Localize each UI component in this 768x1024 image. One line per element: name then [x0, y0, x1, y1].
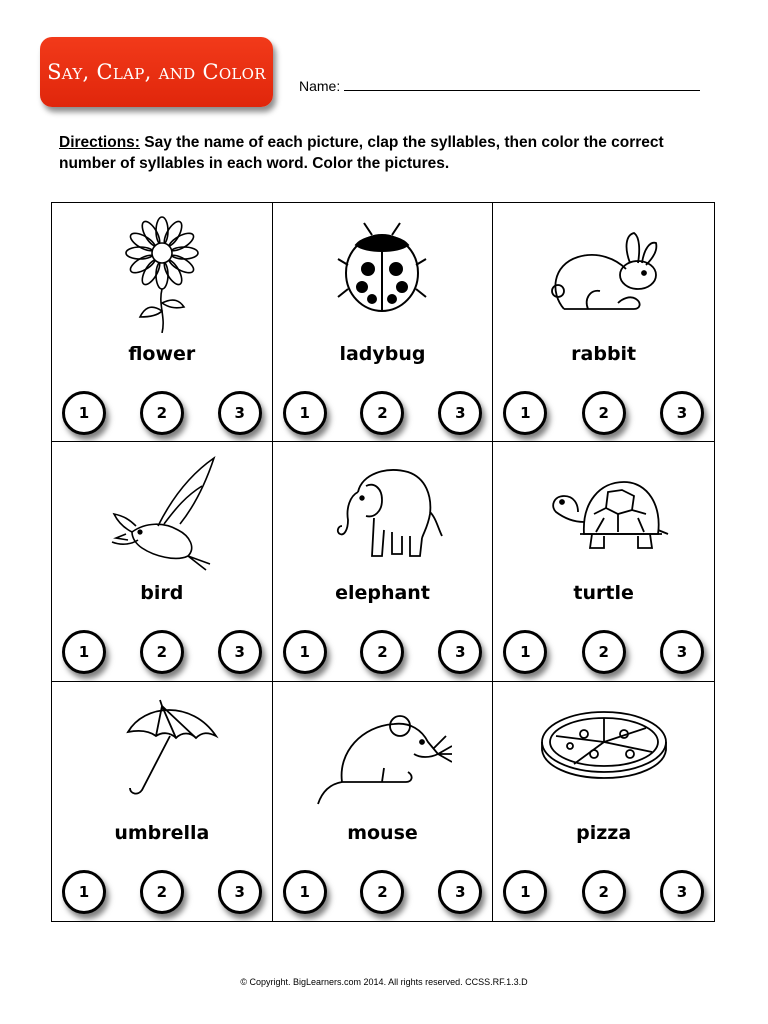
pizza-icon[interactable]	[534, 692, 674, 812]
card-word: bird	[140, 582, 184, 605]
card-elephant	[273, 442, 494, 681]
syllable-circle-3[interactable]: 3	[660, 630, 704, 674]
syllable-circle-2[interactable]: 2	[582, 870, 626, 914]
syllable-circle-3[interactable]: 3	[660, 870, 704, 914]
card-word: elephant	[335, 582, 430, 605]
syllable-choices	[62, 870, 262, 914]
syllable-circle-3[interactable]: 3	[218, 870, 262, 914]
syllable-circle-1[interactable]: 1	[283, 391, 327, 435]
syllable-choices	[62, 630, 262, 674]
card-ladybug	[273, 203, 494, 442]
syllable-circle-2[interactable]: 2	[140, 870, 184, 914]
elephant-icon[interactable]	[312, 452, 452, 572]
mouse-icon[interactable]	[312, 692, 452, 812]
card-word: ladybug	[339, 343, 426, 365]
syllable-choices	[503, 630, 704, 674]
card-word: mouse	[347, 821, 418, 844]
card-pizza	[493, 682, 714, 921]
card-rabbit	[493, 203, 714, 442]
card-word: flower	[128, 343, 196, 365]
syllable-circle-3[interactable]: 3	[438, 391, 482, 435]
syllable-circle-2[interactable]: 2	[582, 391, 626, 435]
syllable-circle-3[interactable]: 3	[438, 870, 482, 914]
ladybug-icon[interactable]	[312, 213, 452, 333]
syllable-circle-3[interactable]: 3	[218, 391, 262, 435]
syllable-choices	[503, 391, 704, 435]
syllable-circle-2[interactable]: 2	[360, 630, 404, 674]
syllable-choices	[503, 870, 704, 914]
syllable-circle-1[interactable]: 1	[283, 630, 327, 674]
syllable-circle-1[interactable]: 1	[503, 870, 547, 914]
card-bird	[52, 442, 273, 681]
syllable-circle-3[interactable]: 3	[438, 630, 482, 674]
syllable-choices	[283, 630, 483, 674]
title-badge	[40, 37, 273, 107]
bird-icon[interactable]	[92, 452, 232, 572]
syllable-choices	[283, 391, 483, 435]
card-word: umbrella	[114, 821, 210, 844]
name-field[interactable]	[299, 78, 700, 94]
card-umbrella	[52, 682, 273, 921]
syllable-choices	[283, 870, 483, 914]
syllable-circle-1[interactable]: 1	[283, 870, 327, 914]
turtle-icon[interactable]	[534, 452, 674, 572]
directions-text: Say the name of each picture, clap the syllables, then color the correct number of syllables in each word. Color the pictures.	[59, 134, 664, 172]
directions-label: Directions:	[59, 134, 140, 151]
rabbit-icon[interactable]	[534, 213, 674, 333]
umbrella-icon[interactable]	[92, 692, 232, 812]
worksheet-title: Say, Clap, and Color	[47, 60, 266, 84]
card-word: rabbit	[571, 343, 637, 365]
card-turtle	[493, 442, 714, 681]
syllable-circle-2[interactable]: 2	[140, 630, 184, 674]
syllable-circle-3[interactable]: 3	[218, 630, 262, 674]
syllable-circle-2[interactable]: 2	[360, 870, 404, 914]
syllable-circle-1[interactable]: 1	[62, 870, 106, 914]
name-blank-line[interactable]	[344, 78, 700, 91]
syllable-choices	[62, 391, 262, 435]
directions	[59, 132, 719, 174]
syllable-circle-1[interactable]: 1	[62, 630, 106, 674]
syllable-circle-1[interactable]: 1	[62, 391, 106, 435]
flower-icon[interactable]	[92, 213, 232, 333]
name-label: Name:	[299, 78, 341, 94]
picture-grid	[51, 202, 715, 922]
syllable-circle-1[interactable]: 1	[503, 630, 547, 674]
copyright-footer: © Copyright. BigLearners.com 2014. All rights reserved. CCSS.RF.1.3.D	[240, 977, 528, 987]
syllable-circle-2[interactable]: 2	[140, 391, 184, 435]
syllable-circle-2[interactable]: 2	[582, 630, 626, 674]
syllable-circle-2[interactable]: 2	[360, 391, 404, 435]
card-word: pizza	[576, 821, 632, 844]
card-word: turtle	[573, 582, 634, 605]
card-flower	[52, 203, 273, 442]
syllable-circle-1[interactable]: 1	[503, 391, 547, 435]
syllable-circle-3[interactable]: 3	[660, 391, 704, 435]
card-mouse	[273, 682, 494, 921]
